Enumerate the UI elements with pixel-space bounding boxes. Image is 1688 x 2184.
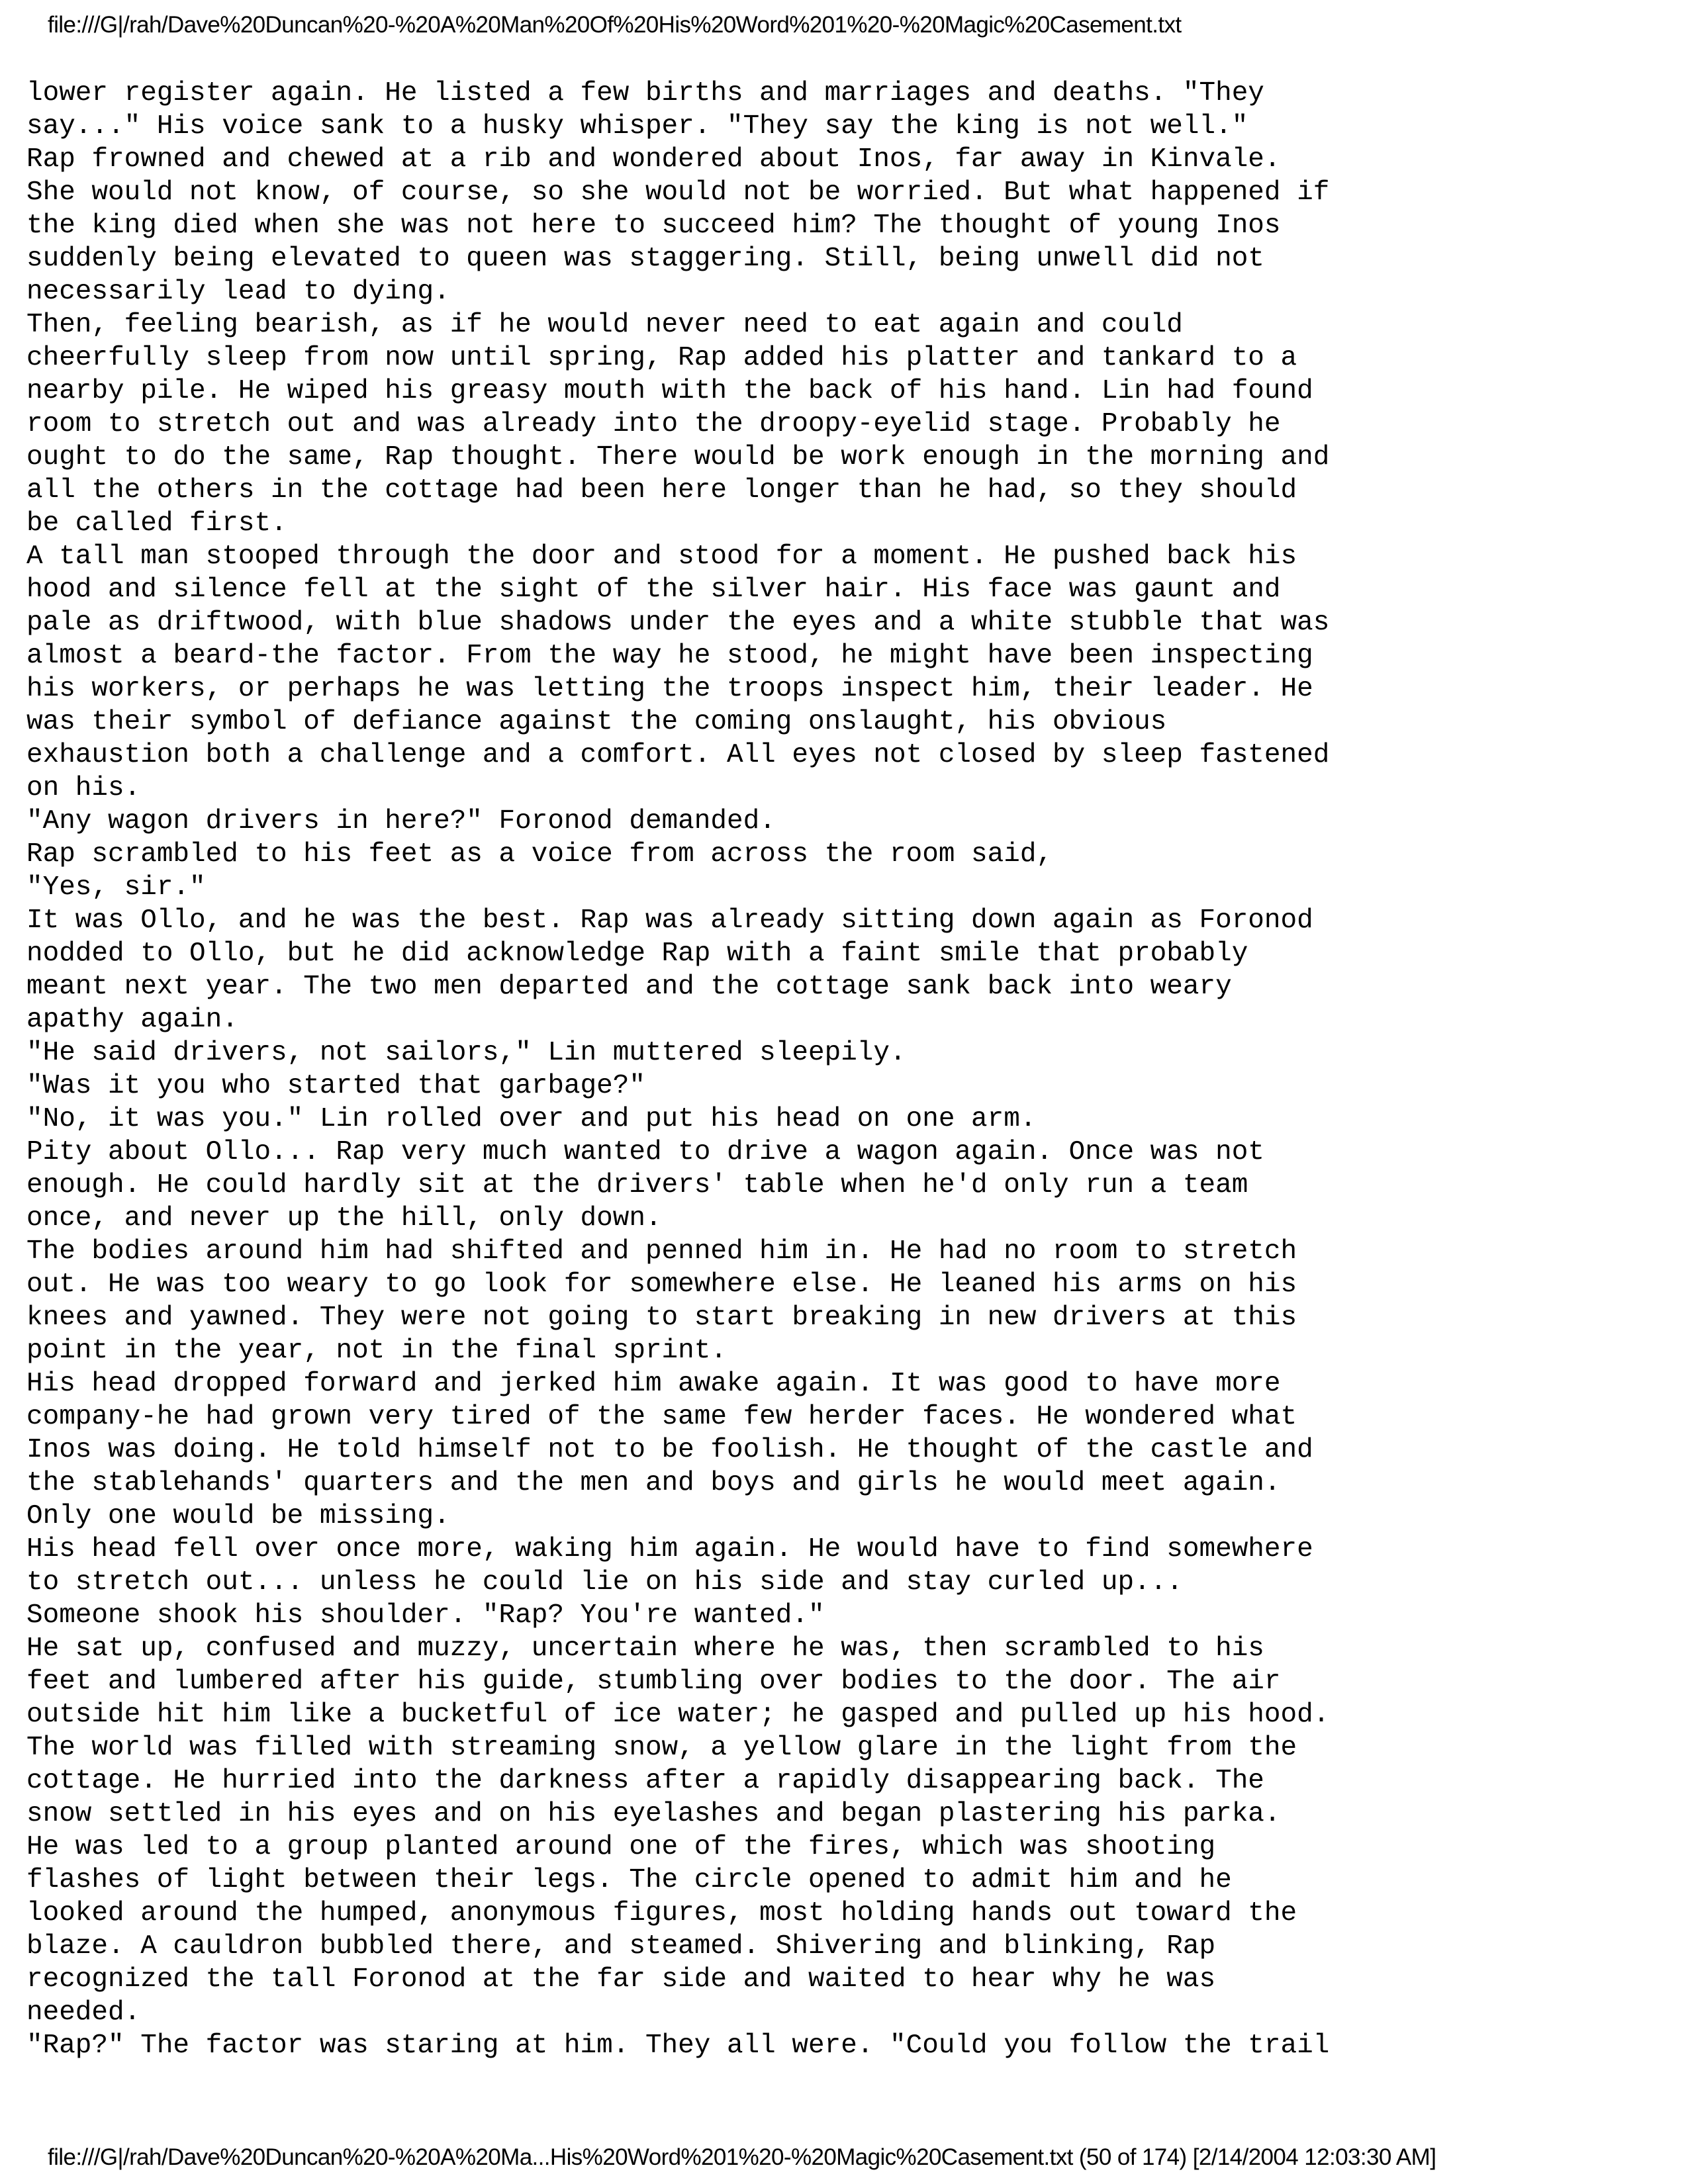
text-line: needed. <box>26 1997 141 2028</box>
text-line: point in the year, not in the final sprint. <box>26 1336 727 1366</box>
text-line: nearby pile. He wiped his greasy mouth with the back of his hand. Lin had found <box>26 376 1313 406</box>
text-line: flashes of light between their legs. The circle opened to admit him and he <box>26 1865 1232 1895</box>
text-line: A tall man stooped through the door and stood for a moment. He pushed back his <box>26 541 1297 572</box>
text-line: Inos was doing. He told himself not to be foolish. He thought of the castle and <box>26 1435 1313 1465</box>
text-line: ought to do the same, Rap thought. There would be work enough in the morning and <box>26 442 1330 473</box>
text-line: say..." His voice sank to a husky whisper. "They say the king is not well." <box>26 111 1248 142</box>
text-line: "Any wagon drivers in here?" Foronod demanded. <box>26 806 776 837</box>
text-line: Only one would be missing. <box>26 1501 450 1531</box>
text-line: He was led to a group planted around one of the fires, which was shooting <box>26 1832 1216 1862</box>
text-line: to stretch out... unless he could lie on his side and stay curled up... <box>26 1567 1183 1598</box>
text-line: The world was filled with streaming snow, a yellow glare in the light from the <box>26 1733 1297 1763</box>
text-line: out. He was too weary to go look for somewhere else. He leaned his arms on his <box>26 1269 1297 1300</box>
text-line: on his. <box>26 773 141 803</box>
text-line: enough. He could hardly sit at the drivers' table when he'd only run a team <box>26 1170 1248 1201</box>
text-line: snow settled in his eyes and on his eyelashes and began plastering his parka. <box>26 1799 1281 1829</box>
text-line: The bodies around him had shifted and penned him in. He had no room to stretch <box>26 1236 1297 1267</box>
text-line: It was Ollo, and he was the best. Rap was already sitting down again as Foronod <box>26 905 1313 936</box>
text-line: blaze. A cauldron bubbled there, and steamed. Shivering and blinking, Rap <box>26 1931 1216 1962</box>
header-file-path: file:///G|/rah/Dave%20Duncan%20-%20A%20Man%20Of%20His%20Word%201%20-%20Magic%20Casement.txt <box>48 12 1182 38</box>
text-line: company-he had grown very tired of the same few herder faces. He wondered what <box>26 1402 1297 1432</box>
text-line: He sat up, confused and muzzy, uncertain where he was, then scrambled to his <box>26 1633 1264 1664</box>
text-line: outside hit him like a bucketful of ice water; he gasped and pulled up his hood. <box>26 1700 1330 1730</box>
text-line: Rap frowned and chewed at a rib and wondered about Inos, far away in Kinvale. <box>26 144 1281 175</box>
text-line: looked around the humped, anonymous figures, most holding hands out toward the <box>26 1898 1297 1929</box>
text-line: She would not know, of course, so she would not be worried. But what happened if <box>26 177 1330 208</box>
text-line: recognized the tall Foronod at the far side and waited to hear why he was <box>26 1964 1216 1995</box>
document-body <box>26 77 1655 2062</box>
text-line: nodded to Ollo, but he did acknowledge Rap with a faint smile that probably <box>26 938 1248 969</box>
text-line: "Was it you who started that garbage?" <box>26 1071 645 1101</box>
text-line: His head dropped forward and jerked him awake again. It was good to have more <box>26 1369 1281 1399</box>
text-line: lower register again. He listed a few births and marriages and deaths. "They <box>26 78 1264 109</box>
text-line: knees and yawned. They were not going to start breaking in new drivers at this <box>26 1302 1297 1333</box>
text-line: almost a beard-the factor. From the way he stood, he might have been inspecting <box>26 641 1313 671</box>
footer-file-path: file:///G|/rah/Dave%20Duncan%20-%20A%20Ma...His%20Word%201%20-%20Magic%20Casement.txt (50 of 174) [2/14/2004 12:03:30 AM] <box>48 2144 1436 2170</box>
text-line: His head fell over once more, waking him again. He would have to find somewhere <box>26 1534 1313 1565</box>
text-line: once, and never up the hill, only down. <box>26 1203 662 1234</box>
text-line: "No, it was you." Lin rolled over and put his head on one arm. <box>26 1104 1037 1134</box>
text-line: the stablehands' quarters and the men and boys and girls he would meet again. <box>26 1468 1281 1498</box>
text-line: room to stretch out and was already into the droopy-eyelid stage. Probably he <box>26 409 1281 439</box>
text-line: apathy again. <box>26 1005 238 1035</box>
text-line: meant next year. The two men departed and the cottage sank back into weary <box>26 972 1232 1002</box>
text-line: "Yes, sir." <box>26 872 206 903</box>
text-line: Then, feeling bearish, as if he would never need to eat again and could <box>26 310 1183 340</box>
text-line: "Rap?" The factor was staring at him. They all were. "Could you follow the trail <box>26 2030 1330 2061</box>
text-line: the king died when she was not here to succeed him? The thought of young Inos <box>26 210 1281 241</box>
text-line: exhaustion both a challenge and a comfort. All eyes not closed by sleep fastened <box>26 740 1330 770</box>
text-line: his workers, or perhaps he was letting the troops inspect him, their leader. He <box>26 674 1313 704</box>
text-line: be called first. <box>26 508 287 539</box>
text-line: Pity about Ollo... Rap very much wanted to drive a wagon again. Once was not <box>26 1137 1264 1167</box>
text-line: Rap scrambled to his feet as a voice from across the room said, <box>26 839 1053 870</box>
text-line: cheerfully sleep from now until spring, Rap added his platter and tankard to a <box>26 343 1297 373</box>
text-line: pale as driftwood, with blue shadows under the eyes and a white stubble that was <box>26 608 1330 638</box>
text-line: suddenly being elevated to queen was staggering. Still, being unwell did not <box>26 244 1264 274</box>
text-line: "He said drivers, not sailors," Lin muttered sleepily. <box>26 1038 906 1068</box>
text-line: necessarily lead to dying. <box>26 277 450 307</box>
text-line: hood and silence fell at the sight of the silver hair. His face was gaunt and <box>26 574 1281 605</box>
text-line: cottage. He hurried into the darkness after a rapidly disappearing back. The <box>26 1766 1264 1796</box>
text-line: all the others in the cottage had been here longer than he had, so they should <box>26 475 1297 506</box>
text-line: was their symbol of defiance against the coming onslaught, his obvious <box>26 707 1167 737</box>
text-line: Someone shook his shoulder. "Rap? You're wanted." <box>26 1600 825 1631</box>
text-line: feet and lumbered after his guide, stumbling over bodies to the door. The air <box>26 1666 1281 1697</box>
